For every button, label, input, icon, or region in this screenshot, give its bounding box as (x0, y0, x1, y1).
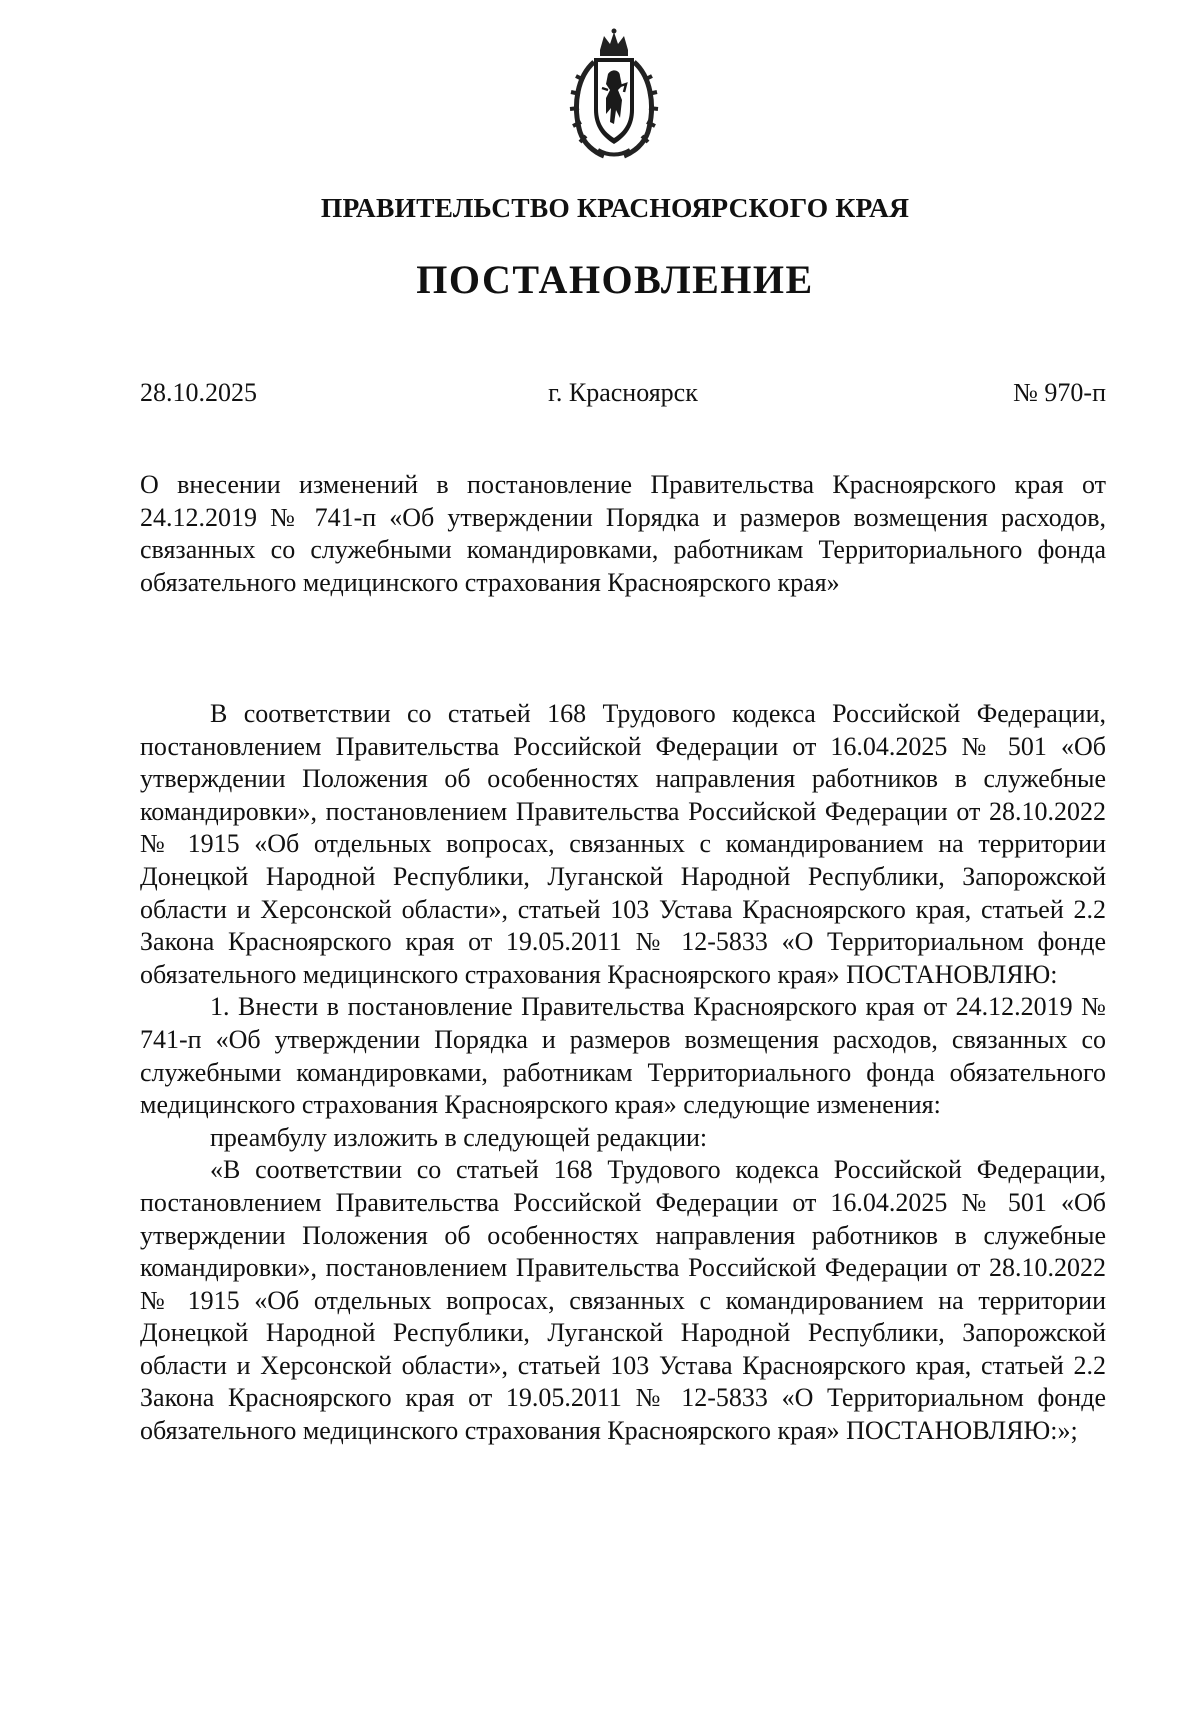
body-paragraph: В соответствии со статьей 168 Трудового кодекса Российской Федерации, постановлением Правительства Российской Федерации от 16.04.2025 № 501 «Об утверждении Положения об особенностях направления работников в служебные командировки», постановлением Правительства Российской Федерации от 28.10.2022 № 1915 «Об отдельных вопросах, связанных с командированием на территории Донецкой Народной Республики, Луганской Народной Республики, Запорожской области и Херсонской области», статьей 103 Устава Красноярского края, статьей 2.2 Закона Красноярского края от 19.05.2011 № 12-5833 «О Территориальном фонде обязательного медицинского страхования Красноярского края» ПОСТАНОВЛЯЮ: (140, 699, 1106, 989)
body-paragraph: «В соответствии со статьей 168 Трудового кодекса Российской Федерации, постановлением Правительства Российской Федерации от 16.04.2025 № 501 «Об утверждении Положения об особенностях направления работников в служебные командировки», постановлением Правительства Российской Федерации от 28.10.2022 № 1915 «Об отдельных вопросах, связанных с командированием на территории Донецкой Народной Республики, Луганской Народной Республики, Запорожской области и Херсонской области», статьей 103 Устава Красноярского края, статьей 2.2 Закона Красноярского края от 19.05.2011 № 12-5833 «О Территориальном фонде обязательного медицинского страхования Красноярского края» ПОСТАНОВЛЯЮ:»; (140, 1155, 1106, 1446)
document-body (140, 698, 1106, 1448)
document-meta (140, 378, 1106, 412)
document-subject: О внесении изменений в постановление Правительства Красноярского края от 24.12.2019 № 741-п «Об утверждении Порядка и размеров возмещения расходов, связанных со служебными командировками, работникам Территориального фонда обязательного медицинского страхования Красноярского края» (140, 470, 1106, 597)
document-number: № 970-п (1013, 378, 1106, 407)
organization-title: ПРАВИТЕЛЬСТВО КРАСНОЯРСКОГО КРАЯ (320, 192, 910, 223)
document-city: г. Красноярск (548, 378, 698, 407)
body-paragraph: 1. Внести в постановление Правительства Красноярского края от 24.12.2019 № 741-п «Об утверждении Порядка и размеров возмещения расходов, связанных со служебными командировками, работникам Территориального фонда обязательного медицинского страхования Красноярского края» следующие изменения: (140, 992, 1106, 1120)
document-date: 28.10.2025 (140, 378, 257, 407)
body-paragraph: преамбулу изложить в следующей редакции: (210, 1122, 708, 1152)
coat-of-arms-icon (564, 28, 664, 160)
document-type-title: ПОСТАНОВЛЕНИЕ (416, 257, 814, 302)
